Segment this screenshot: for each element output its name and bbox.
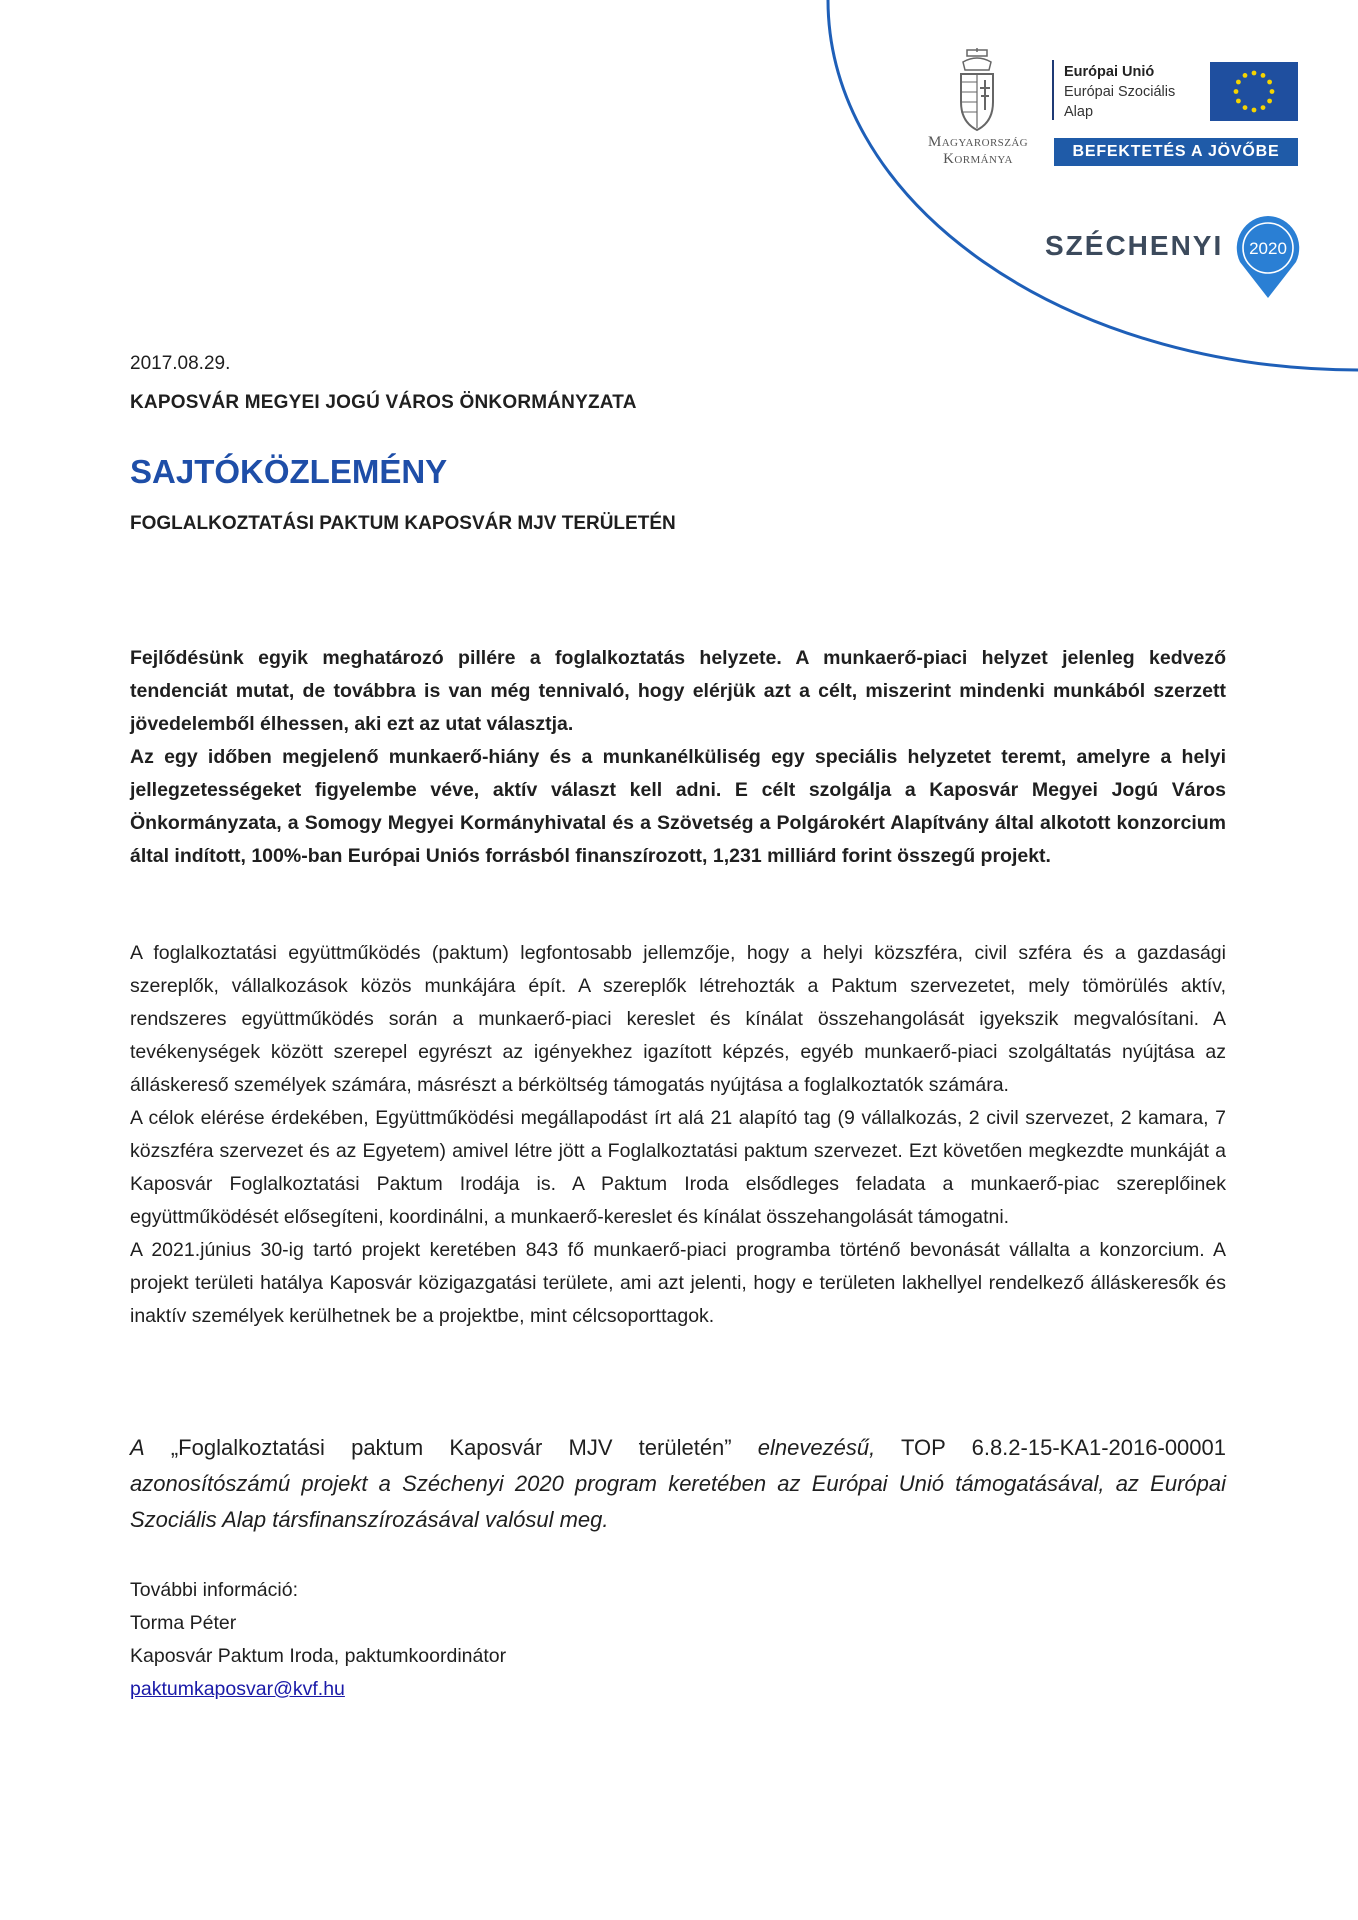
hu-government-line1: Magyarország: [927, 134, 1029, 150]
funding-rest: azonosítószámú projekt a Széchenyi 2020 program keretében az Európai Unió támogatásával, az Európai Szociális Alap társfinanszírozásával valósul meg.: [130, 1471, 1226, 1532]
szechenyi-year: 2020: [1249, 239, 1287, 258]
hu-government-name: [912, 134, 1044, 168]
issuing-organization: KAPOSVÁR MEGYEI JOGÚ VÁROS ÖNKORMÁNYZATA: [130, 392, 637, 413]
eu-line3: Alap: [1064, 104, 1094, 120]
contact-heading: További információ:: [130, 1579, 298, 1601]
intro-paragraph-2: Az egy időben megjelenő munkaerő-hiány és a munkanélküliség egy speciális helyzetet teremt, amelyre a helyi jellegzetességeket figyelembe véve, aktív választ kell adni. E célt szolgálja a Kaposvár Megyei Jogú Város Önkormányzata, a Somogy Megyei Kormányhivatal és a Szövetség a Polgárokért Alapítvány által alkotott konzorcium által indított, 100%-ban Európai Uniós forrásból finanszírozott, 1,231 milliárd forint összegű projekt.: [130, 746, 1226, 867]
page-subtitle: FOGLALKOZTATÁSI PAKTUM KAPOSVÁR MJV TERÜLETÉN: [130, 513, 676, 534]
szechenyi-2020-pin-icon: [1234, 214, 1302, 300]
hu-government-line2: Kormánya: [943, 151, 1013, 167]
eu-text-block: [1064, 62, 1175, 122]
page-title: SAJTÓKÖZLEMÉNY: [130, 453, 448, 490]
funding-project-name: „Foglalkoztatási paktum Kaposvár MJV területén”: [170, 1435, 732, 1460]
contact-block: [130, 1574, 506, 1706]
eu-line2: Európai Szociális: [1064, 84, 1176, 100]
intro-paragraph-1: Fejlődésünk egyik meghatározó pillére a foglalkoztatás helyzete. A munkaerő-piaci helyzet jelenleg kedvező tendenciát mutat, de továbbra is van még tennivaló, hogy elérjük azt a célt, miszerint mindenki munkából szerzett jövedelemből élhessen, aki ezt az utat választja.: [130, 647, 1226, 735]
body-section: [130, 937, 1226, 1333]
szechenyi-wordmark: SZÉCHENYI: [1045, 230, 1224, 261]
funding-a: A: [130, 1435, 145, 1460]
contact-role: Kaposvár Paktum Iroda, paktumkoordinátor: [130, 1645, 507, 1667]
funding-naming: elnevezésű,: [757, 1435, 876, 1460]
hungarian-coat-of-arms-icon: [955, 48, 999, 136]
body-paragraph-2: A célok elérése érdekében, Együttműködési megállapodást írt alá 21 alapító tag (9 vállalkozás, 2 civil szervezet, 2 kamara, 7 közszféra szervezet és az Egyetem) amivel létre jött a Foglalkoztatási paktum szervezet. Ezt követően megkezdte munkáját a Kaposvár Foglalkoztatási Paktum Irodája is. A Paktum Iroda elsődleges feladata a munkaerő-piac szereplőinek együttműködését elősegíteni, koordinálni, a munkaerő-kereslet és kínálat összehangolását támogatni.: [130, 1107, 1226, 1228]
document-date: 2017.08.29.: [130, 353, 231, 374]
contact-name: Torma Péter: [130, 1612, 237, 1634]
body-paragraph-3: A 2021.június 30-ig tartó projekt keretében 843 fő munkaerő-piaci programba történő bevonását vállalta a konzorcium. A projekt területi hatálya Kaposvár közigazgatási területe, ami azt jelenti, hogy e területen lakhellyel rendelkező álláskeresők és inaktív személyek kerülhetnek be a projektbe, mint célcsoporttagok.: [130, 1239, 1226, 1327]
funding-statement: [130, 1430, 1226, 1538]
eu-flag-icon: [1210, 62, 1298, 121]
eu-slogan-banner: BEFEKTETÉS A JÖVŐBE: [1054, 138, 1298, 166]
body-paragraph-1: A foglalkoztatási együttműködés (paktum) legfontosabb jellemzője, hogy a helyi közszféra, civil szféra és a gazdasági szereplők, vállalkozások közös munkájára épít. A szereplők létrehozták a Paktum szervezetet, mely tömörülés aktív, rendszeres együttműködés során a munkaerő-piaci kereslet és kínálat összehangolását igyekszik megvalósítani. A tevékenységek között szerepel egyrészt az igényekhez igazított képzés, egyéb munkaerő-piaci szolgáltatás nyújtása az álláskereső személyek számára, másrészt a bérköltség támogatás nyújtása a foglalkoztatók számára.: [130, 942, 1226, 1096]
eu-separator: [1052, 60, 1054, 120]
intro-section: [130, 642, 1226, 873]
funding-project-code: TOP 6.8.2-15-KA1-2016-00001: [901, 1435, 1227, 1460]
eu-line1: Európai Unió: [1064, 64, 1155, 80]
contact-email-link[interactable]: paktumkaposvar@kvf.hu: [130, 1678, 345, 1700]
